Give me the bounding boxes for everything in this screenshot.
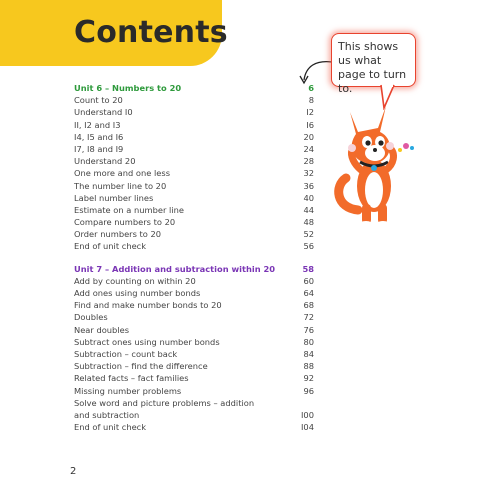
toc-entry-label: End of unit check (74, 241, 147, 252)
toc-entry-page: 96 (303, 385, 314, 396)
toc-entry-page: I04 (300, 422, 314, 433)
toc-entry[interactable] (74, 94, 314, 106)
toc-entry-label: Solve word and picture problems – addition (74, 397, 255, 408)
toc-entry[interactable] (74, 299, 314, 311)
toc-entry-page: 92 (303, 373, 314, 384)
toc-entry-page: 8 (308, 95, 314, 106)
toc-entry-label: Label number lines (74, 192, 154, 203)
unit-heading[interactable] (74, 82, 314, 94)
toc-entry[interactable] (74, 119, 314, 131)
toc-entry-page: 84 (303, 348, 314, 359)
toc-entry[interactable] (74, 324, 314, 336)
toc-entry-page: 48 (303, 217, 314, 228)
toc-entry-page: 32 (303, 168, 314, 179)
unit-heading[interactable] (74, 263, 314, 275)
toc-entry-page: 56 (303, 241, 314, 252)
toc-entry-page: 64 (303, 288, 314, 298)
toc-entry-label: Understand 20 (74, 156, 136, 167)
toc-entry[interactable] (74, 240, 314, 252)
toc-entry-label: I7, I8 and I9 (74, 143, 124, 154)
page-number: 2 (70, 466, 77, 477)
toc-entry[interactable] (74, 204, 314, 216)
toc-entry-label: Compare numbers to 20 (74, 217, 176, 228)
toc-entry-label: Order numbers to 20 (74, 229, 162, 240)
toc-entry[interactable] (74, 192, 314, 204)
toc-entry-page: I00 (300, 409, 314, 420)
toc-entry[interactable] (74, 397, 314, 409)
toc-entry[interactable] (74, 167, 314, 179)
toc-entry-page: 40 (303, 192, 314, 203)
toc-entry[interactable] (74, 311, 314, 323)
toc-entry[interactable] (74, 155, 314, 167)
toc-entry-page: I6 (306, 119, 314, 130)
toc-entry[interactable] (74, 131, 314, 143)
toc-entry-label: Subtract ones using number bonds (74, 336, 220, 347)
unit-heading-page: 58 (302, 263, 314, 274)
toc-entry-page: 52 (303, 229, 314, 240)
cat-mascot-icon (328, 98, 438, 230)
toc-entry-label: Count to 20 (74, 95, 123, 106)
toc-entry[interactable] (74, 106, 314, 118)
toc-entry-label: The number line to 20 (74, 180, 167, 191)
toc-entry-page: 24 (303, 143, 314, 154)
unit-heading-page: 6 (308, 83, 314, 93)
toc-entry-page: 68 (303, 300, 314, 311)
toc-entry-page: 80 (303, 336, 314, 347)
toc-entry[interactable] (74, 409, 314, 421)
toc-entry-page: 72 (303, 312, 314, 323)
toc-entry[interactable] (74, 385, 314, 397)
toc-entry[interactable] (74, 336, 314, 348)
toc-entry-page: 20 (303, 131, 314, 142)
toc-entry[interactable] (74, 421, 314, 433)
toc-entry-label: Subtraction – find the difference (74, 361, 208, 372)
page-title: Contents (74, 15, 228, 50)
toc-entry-label: Find and make number bonds to 20 (74, 300, 222, 311)
toc-entry-label: I4, I5 and I6 (74, 131, 124, 142)
toc-entry-label: Doubles (74, 312, 108, 323)
toc-entry[interactable] (74, 180, 314, 192)
toc-entry[interactable] (74, 216, 314, 228)
toc-entry-page: 28 (303, 156, 314, 167)
toc-entry[interactable] (74, 275, 314, 287)
toc-entry-page: 60 (303, 275, 314, 286)
toc-entry-page: 76 (303, 324, 314, 335)
speech-bubble (331, 33, 416, 95)
toc-entry-page (294, 397, 314, 409)
toc-entry-label: II, I2 and I3 (74, 119, 121, 130)
toc-entry-page: 88 (303, 361, 314, 372)
toc-entry-label: Near doubles (74, 324, 130, 335)
toc-entry-label: End of unit check (74, 422, 147, 433)
toc-entry-label: One more and one less (74, 168, 171, 179)
toc-entry-label: Missing number problems (74, 385, 182, 396)
toc-entry-page: 44 (303, 204, 314, 215)
curved-arrow-icon (298, 58, 334, 88)
toc-entry[interactable] (74, 143, 314, 155)
toc-entry-label: and subtraction (74, 409, 140, 420)
speech-bubble-text: This shows us what page to turn to. (338, 40, 407, 95)
toc-entry-page: I2 (306, 107, 314, 118)
toc-entry-label: Related facts – fact families (74, 373, 189, 384)
toc-entry-label: Understand I0 (74, 107, 133, 118)
toc-entry-page: 36 (303, 180, 314, 191)
toc-entry[interactable] (74, 372, 314, 384)
table-of-contents (74, 82, 314, 433)
toc-entry-label: Add by counting on within 20 (74, 275, 196, 286)
toc-entry[interactable] (74, 287, 314, 299)
unit-heading-label: Unit 6 – Numbers to 20 (74, 83, 182, 93)
toc-entry[interactable] (74, 360, 314, 372)
unit-heading-label: Unit 7 – Addition and subtraction within 20 (74, 263, 276, 274)
toc-entry[interactable] (74, 228, 314, 240)
toc-entry-label: Add ones using number bonds (74, 288, 201, 298)
toc-entry-label: Subtraction – count back (74, 348, 178, 359)
toc-entry-label: Estimate on a number line (74, 204, 184, 215)
toc-entry[interactable] (74, 348, 314, 360)
